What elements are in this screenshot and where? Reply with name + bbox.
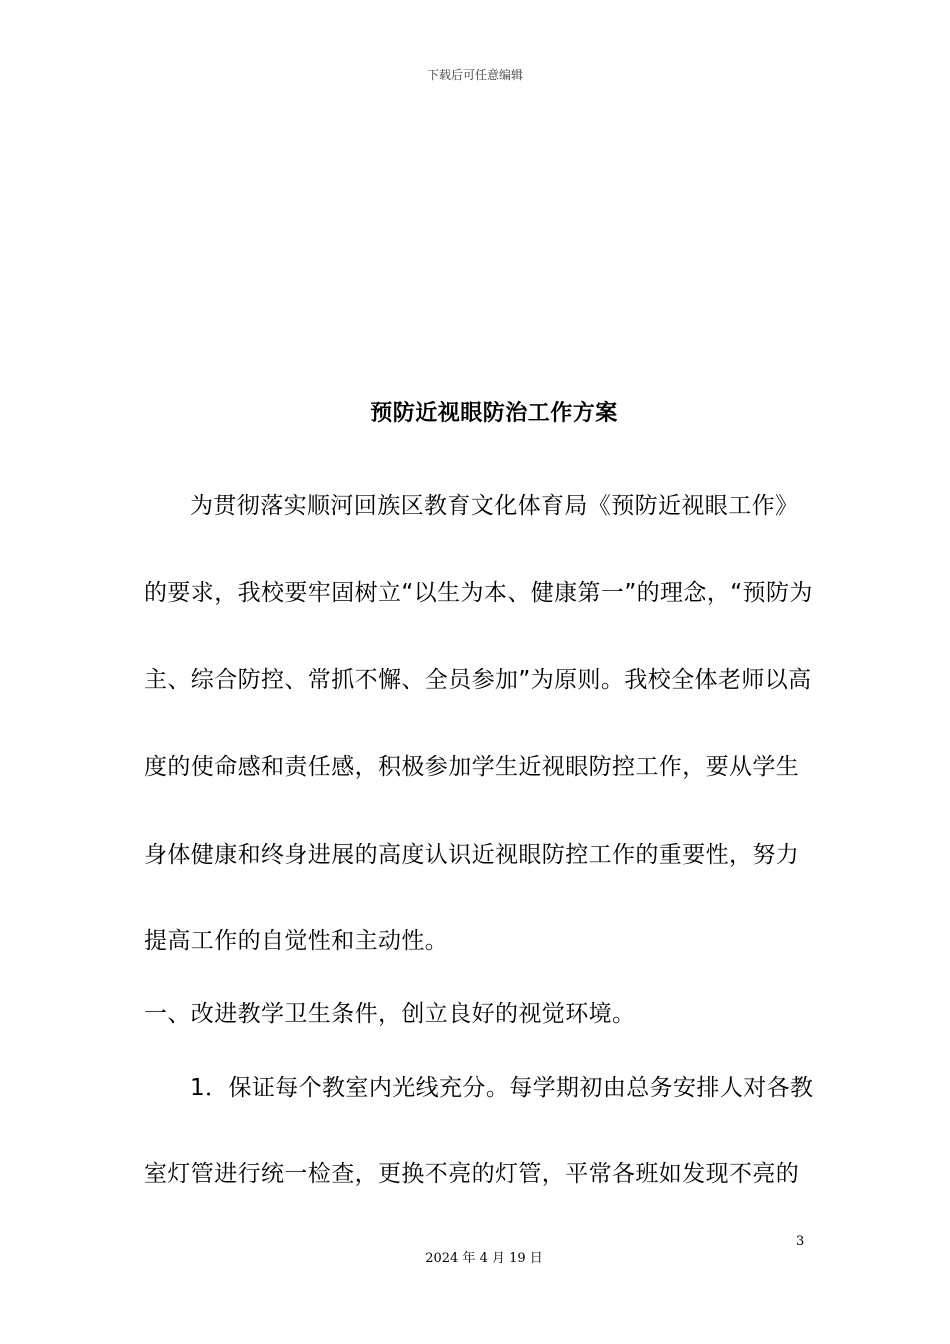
body-line-7: 1．保证每个教室内光线充分。每学期初由总务安排人对各教 bbox=[190, 1075, 814, 1101]
page-number: 3 bbox=[796, 1234, 805, 1249]
body-line-8: 室灯管进行统一检查，更换不亮的灯管，平常各班如发现不亮的 bbox=[144, 1161, 800, 1187]
body-line-6: 提高工作的自觉性和主动性。 bbox=[144, 928, 449, 954]
section-heading-1: 一、改进教学卫生条件，创立良好的视觉环境。 bbox=[144, 1001, 636, 1027]
document-title: 预防近视眼防治工作方案 bbox=[370, 401, 618, 426]
body-line-1: 为贯彻落实顺河回族区教育文化体育局《预防近视眼工作》 bbox=[190, 493, 799, 519]
page-header-text: 下载后可任意编辑 bbox=[426, 68, 523, 82]
body-line-2: 的要求，我校要牢固树立“以生为本、健康第一”的理念，“预防为 bbox=[144, 580, 813, 606]
body-line-5: 身体健康和终身进展的高度认识近视眼防控工作的重要性，努力 bbox=[144, 842, 800, 868]
body-line-3: 主、综合防控、常抓不懈、全员参加”为原则。我校全体老师以高 bbox=[144, 667, 812, 693]
body-line-4: 度的使命感和责任感，积极参加学生近视眼防控工作，要从学生 bbox=[144, 754, 800, 780]
footer-date: 2024 年 4 月 19 日 bbox=[425, 1251, 543, 1266]
